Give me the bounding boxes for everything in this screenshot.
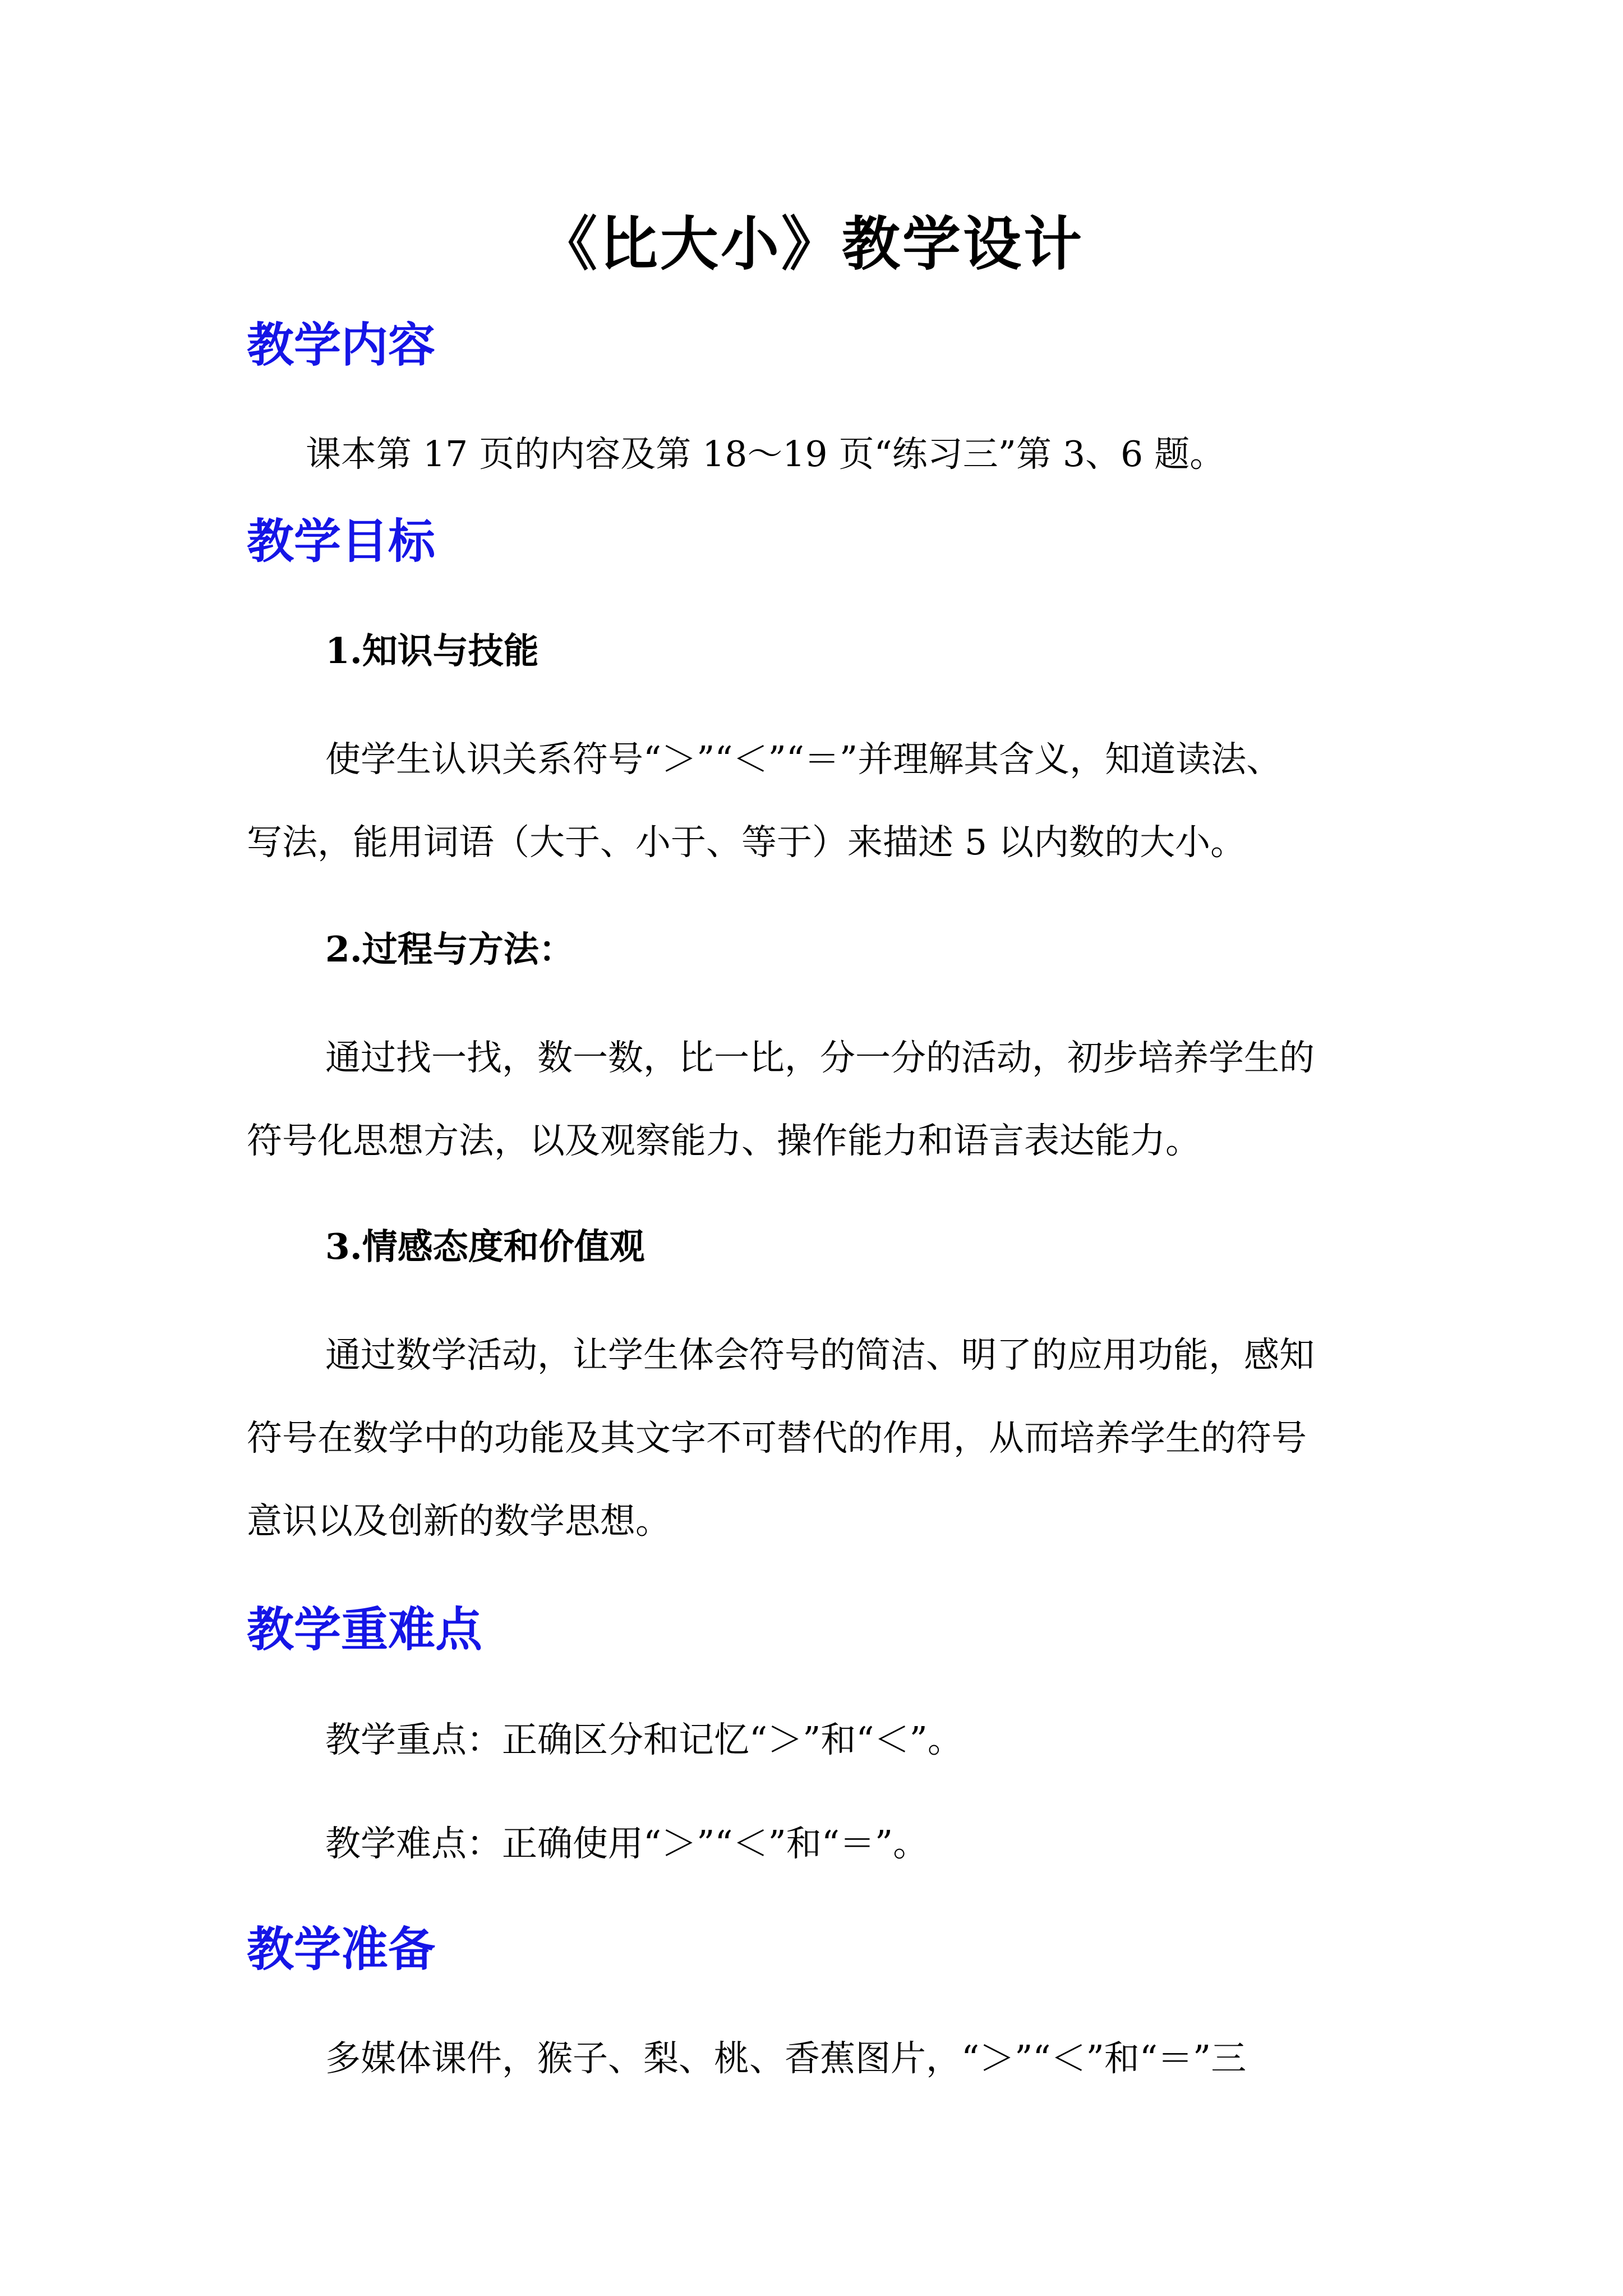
document-title: 《比大小》教学设计 [538, 210, 1084, 278]
section-heading-content: 教学内容 [247, 318, 436, 372]
goal-attitude-line-3: 意识以及创新的数学思想。 [247, 1501, 671, 1542]
preparation-line-1: 多媒体课件，猴子、梨、桃、香蕉图片，“＞”“＜”和“＝”三 [325, 2038, 1247, 2079]
section-heading-key-points: 教学重难点 [247, 1602, 483, 1657]
goal-attitude-heading: 3.情感态度和价值观 [325, 1226, 645, 1267]
goal-attitude-line-1: 通过数学活动，让学生体会符号的简洁、明了的应用功能，感知 [325, 1335, 1315, 1375]
key-point-difficulty: 教学难点：正确使用“＞”“＜”和“＝”。 [325, 1823, 929, 1864]
key-point-focus: 教学重点：正确区分和记忆“＞”和“＜”。 [325, 1719, 963, 1760]
goal-process-line-2: 符号化思想方法，以及观察能力、操作能力和语言表达能力。 [247, 1120, 1201, 1161]
goal-process-heading: 2.过程与方法： [325, 928, 574, 970]
goal-knowledge-line-1: 使学生认识关系符号“＞”“＜”“＝”并理解其含义，知道读法、 [325, 739, 1282, 780]
goal-knowledge-line-2: 写法，能用词语（大于、小于、等于）来描述 5 以内数的大小。 [247, 822, 1246, 863]
goal-attitude-line-2: 符号在数学中的功能及其文字不可替代的作用，从而培养学生的符号 [247, 1418, 1307, 1458]
content-text: 课本第 17 页的内容及第 18～19 页“练习三”第 3、6 题。 [306, 434, 1225, 475]
goal-process-line-1: 通过找一找，数一数，比一比，分一分的活动，初步培养学生的 [325, 1037, 1315, 1078]
goal-knowledge-heading: 1.知识与技能 [325, 630, 539, 671]
section-heading-goals: 教学目标 [247, 514, 436, 569]
section-heading-preparation: 教学准备 [247, 1922, 436, 1977]
